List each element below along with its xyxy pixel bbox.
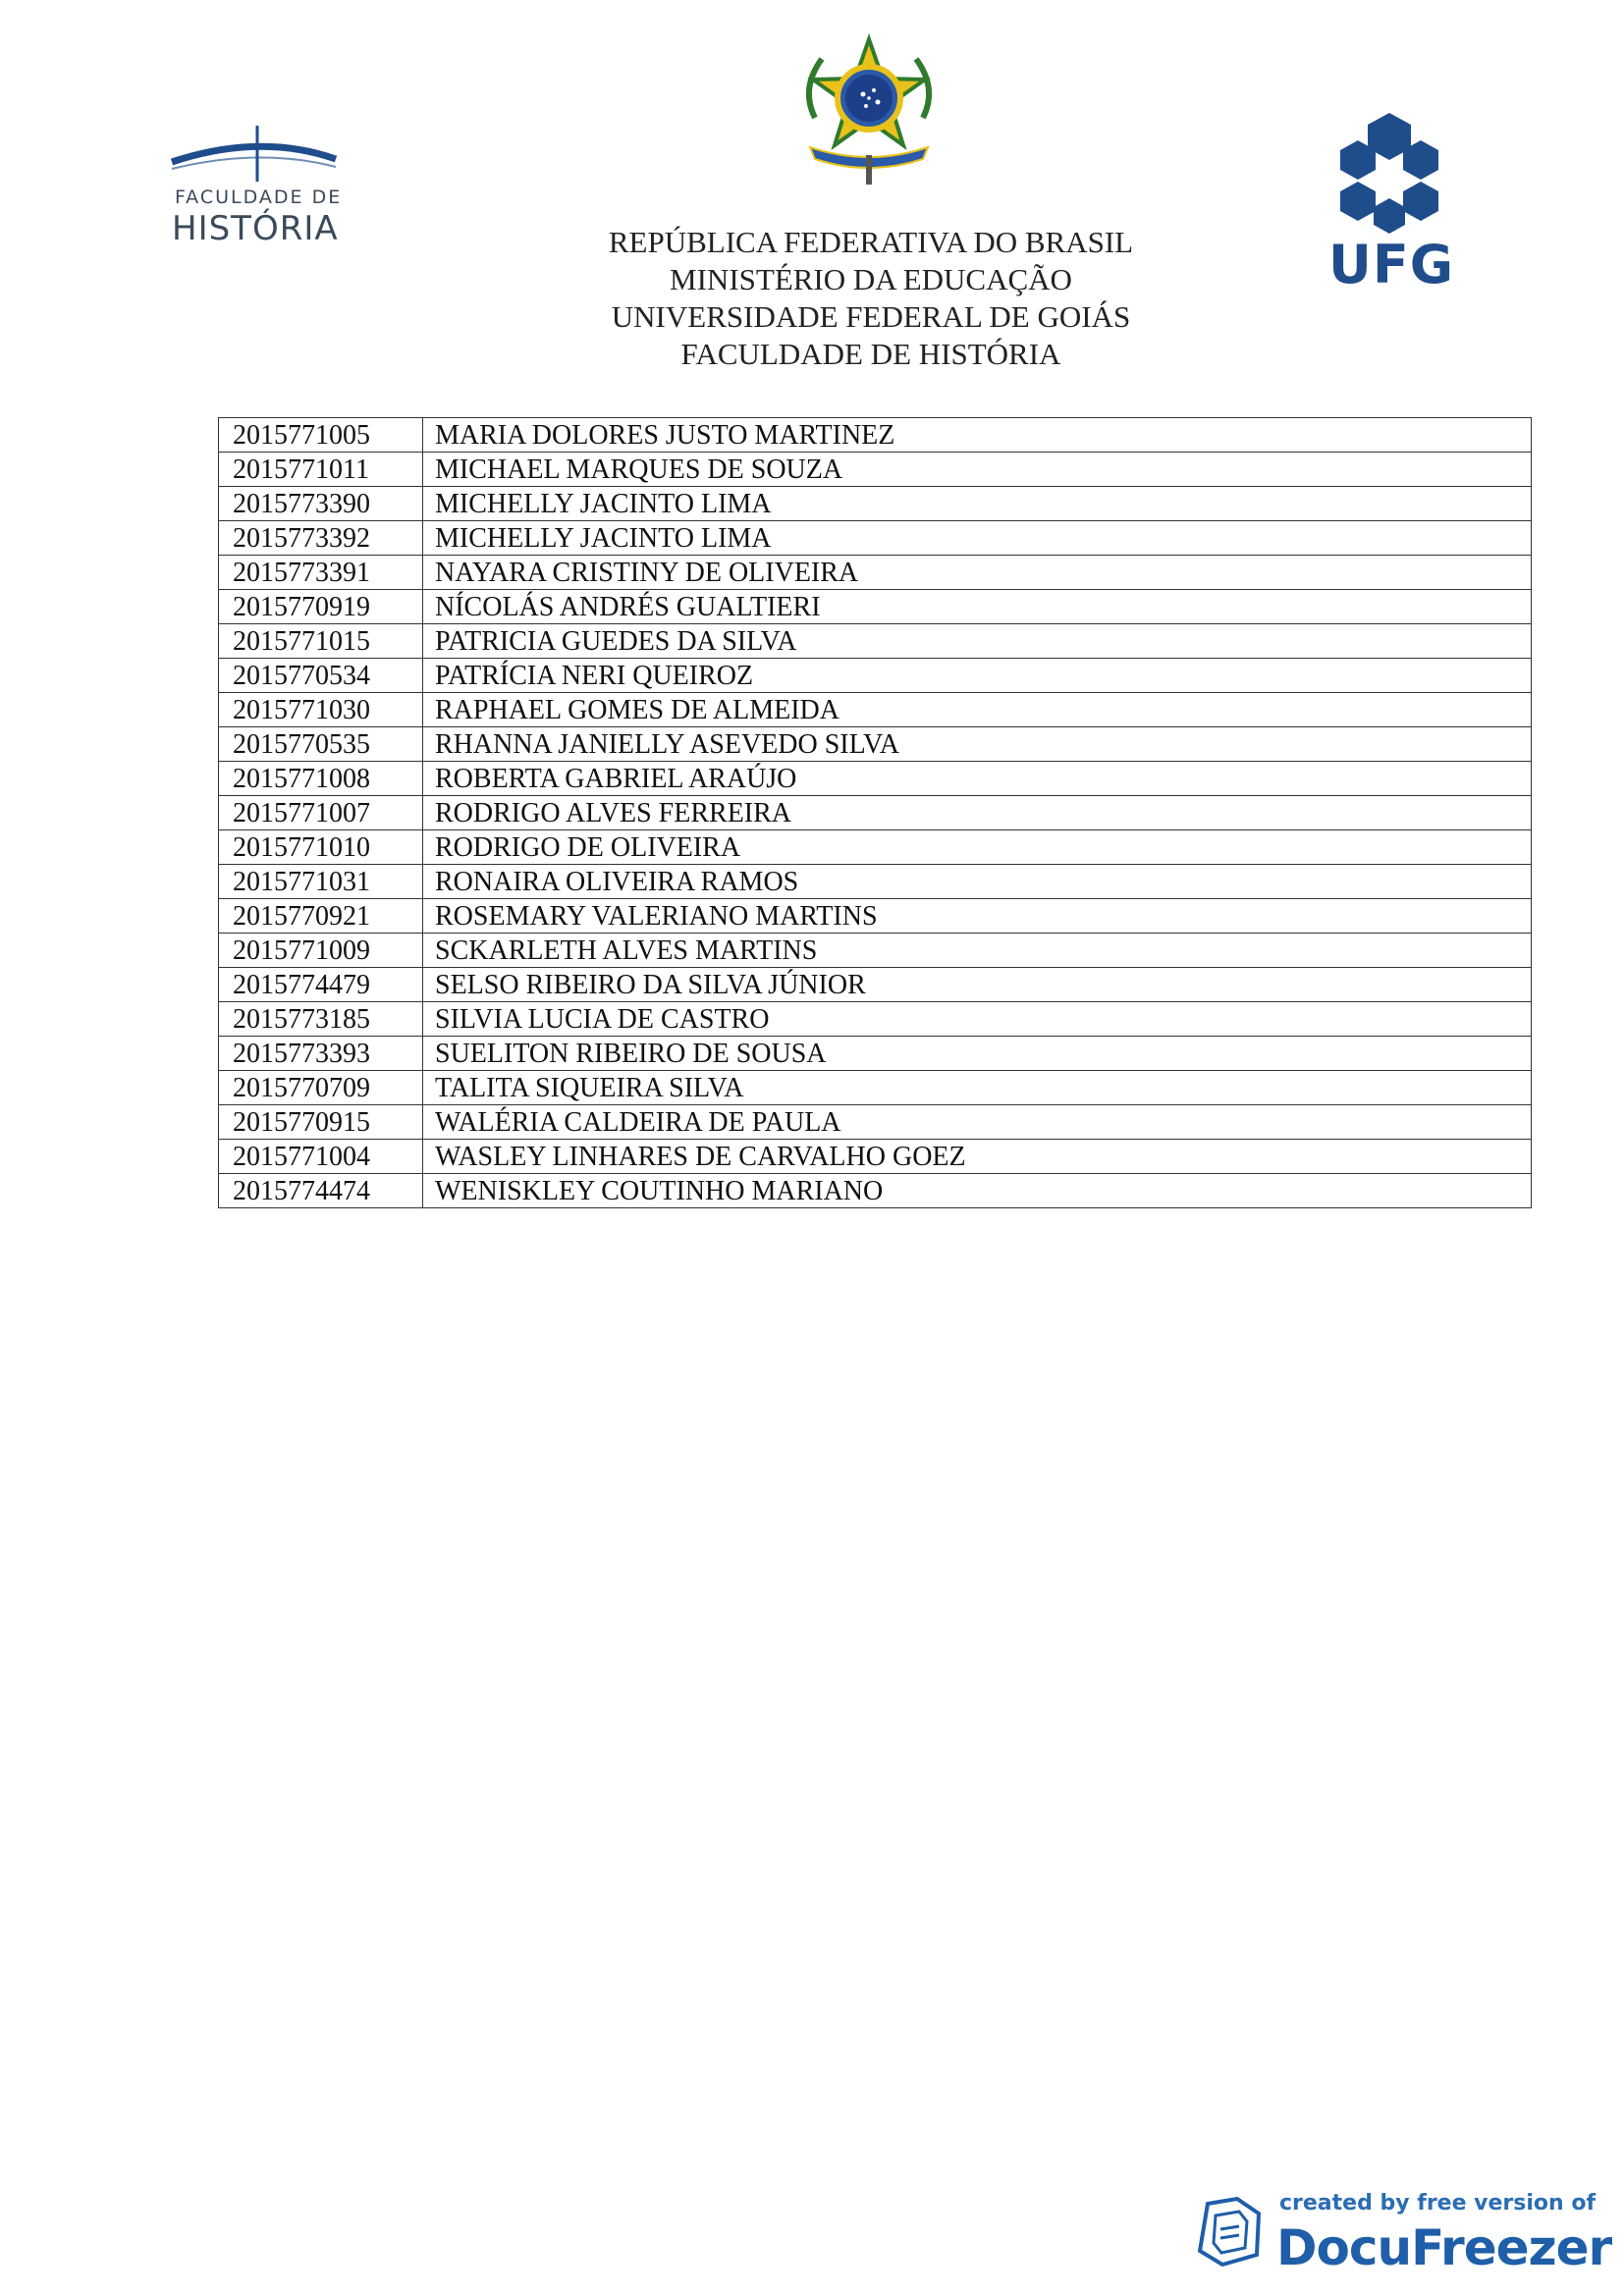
student-id-cell: 2015771011 bbox=[219, 453, 423, 487]
table-row bbox=[219, 521, 1532, 556]
student-name-cell: MARIA DOLORES JUSTO MARTINEZ bbox=[423, 418, 1532, 453]
logo-historia-text: HISTÓRIA bbox=[172, 209, 339, 248]
student-name-cell: NÍCOLÁS ANDRÉS GUALTIERI bbox=[423, 590, 1532, 624]
student-name-cell: SELSO RIBEIRO DA SILVA JÚNIOR bbox=[423, 968, 1532, 1002]
table-row bbox=[219, 624, 1532, 659]
student-name-cell: MICHELLY JACINTO LIMA bbox=[423, 487, 1532, 521]
student-id-cell: 2015774474 bbox=[219, 1174, 423, 1208]
table-row bbox=[219, 762, 1532, 796]
student-id-cell: 2015770919 bbox=[219, 590, 423, 624]
student-name-cell: RAPHAEL GOMES DE ALMEIDA bbox=[423, 693, 1532, 727]
student-id-cell: 2015773393 bbox=[219, 1037, 423, 1071]
table-row bbox=[219, 590, 1532, 624]
header-faculdade: FACULDADE DE HISTÓRIA bbox=[680, 337, 1061, 371]
header-ministerio: MINISTÉRIO DA EDUCAÇÃO bbox=[670, 262, 1072, 296]
student-name-cell: TALITA SIQUEIRA SILVA bbox=[423, 1071, 1532, 1105]
student-name-cell: WENISKLEY COUTINHO MARIANO bbox=[423, 1174, 1532, 1208]
table-row bbox=[219, 1002, 1532, 1037]
student-name-cell: PATRICIA GUEDES DA SILVA bbox=[423, 624, 1532, 659]
table-row bbox=[219, 693, 1532, 727]
student-name-cell: PATRÍCIA NERI QUEIROZ bbox=[423, 659, 1532, 693]
student-name-cell: SUELITON RIBEIRO DE SOUSA bbox=[423, 1037, 1532, 1071]
header-republica: REPÚBLICA FEDERATIVA DO BRASIL bbox=[608, 225, 1134, 259]
table-row bbox=[219, 968, 1532, 1002]
table-row bbox=[219, 418, 1532, 453]
student-id-cell: 2015770709 bbox=[219, 1071, 423, 1105]
student-name-cell: MICHAEL MARQUES DE SOUZA bbox=[423, 453, 1532, 487]
student-name-cell: RODRIGO ALVES FERREIRA bbox=[423, 796, 1532, 830]
table-row bbox=[219, 865, 1532, 899]
student-id-cell: 2015770535 bbox=[219, 727, 423, 762]
student-id-cell: 2015770921 bbox=[219, 899, 423, 934]
student-id-cell: 2015771007 bbox=[219, 796, 423, 830]
student-name-cell: RONAIRA OLIVEIRA RAMOS bbox=[423, 865, 1532, 899]
table-row bbox=[219, 487, 1532, 521]
student-id-cell: 2015771015 bbox=[219, 624, 423, 659]
student-id-cell: 2015770534 bbox=[219, 659, 423, 693]
student-name-cell: WALÉRIA CALDEIRA DE PAULA bbox=[423, 1105, 1532, 1140]
student-id-cell: 2015771010 bbox=[219, 830, 423, 865]
table-row bbox=[219, 1140, 1532, 1174]
table-row bbox=[219, 934, 1532, 968]
student-id-cell: 2015773391 bbox=[219, 556, 423, 590]
student-name-cell: SILVIA LUCIA DE CASTRO bbox=[423, 1002, 1532, 1037]
watermark-caption: created by free version of bbox=[1279, 2191, 1597, 2216]
student-roster-table bbox=[218, 417, 1532, 1208]
faculdade-historia-emblem-icon bbox=[167, 118, 353, 187]
coat-of-arms-icon bbox=[795, 29, 943, 196]
logo-faculdade-text: FACULDADE DE bbox=[175, 187, 343, 208]
student-id-cell: 2015773185 bbox=[219, 1002, 423, 1037]
student-name-cell: RHANNA JANIELLY ASEVEDO SILVA bbox=[423, 727, 1532, 762]
student-name-cell: MICHELLY JACINTO LIMA bbox=[423, 521, 1532, 556]
student-id-cell: 2015771004 bbox=[219, 1140, 423, 1174]
table-row bbox=[219, 453, 1532, 487]
watermark-brand: DocuFreezer bbox=[1276, 2219, 1612, 2276]
student-name-cell: SCKARLETH ALVES MARTINS bbox=[423, 934, 1532, 968]
docufreezer-watermark bbox=[1188, 2186, 1612, 2276]
header-universidade: UNIVERSIDADE FEDERAL DE GOIÁS bbox=[611, 299, 1131, 334]
student-name-cell: WASLEY LINHARES DE CARVALHO GOEZ bbox=[423, 1140, 1532, 1174]
student-name-cell: RODRIGO DE OLIVEIRA bbox=[423, 830, 1532, 865]
student-id-cell: 2015771031 bbox=[219, 865, 423, 899]
student-name-cell: ROBERTA GABRIEL ARAÚJO bbox=[423, 762, 1532, 796]
student-roster-body bbox=[219, 418, 1532, 1208]
ufg-hexagon-icon bbox=[1321, 108, 1458, 236]
table-row bbox=[219, 659, 1532, 693]
document-header bbox=[0, 224, 1624, 373]
table-row bbox=[219, 1037, 1532, 1071]
student-id-cell: 2015771005 bbox=[219, 418, 423, 453]
table-row bbox=[219, 899, 1532, 934]
ufg-logo-text: UFG bbox=[1328, 234, 1455, 295]
table-row bbox=[219, 1174, 1532, 1208]
student-name-cell: ROSEMARY VALERIANO MARTINS bbox=[423, 899, 1532, 934]
table-row bbox=[219, 830, 1532, 865]
student-id-cell: 2015773392 bbox=[219, 521, 423, 556]
table-row bbox=[219, 1071, 1532, 1105]
table-row bbox=[219, 1105, 1532, 1140]
docufreezer-icon bbox=[1188, 2194, 1267, 2272]
table-row bbox=[219, 796, 1532, 830]
student-id-cell: 2015774479 bbox=[219, 968, 423, 1002]
student-id-cell: 2015771008 bbox=[219, 762, 423, 796]
table-row bbox=[219, 556, 1532, 590]
student-id-cell: 2015771009 bbox=[219, 934, 423, 968]
student-id-cell: 2015770915 bbox=[219, 1105, 423, 1140]
student-name-cell: NAYARA CRISTINY DE OLIVEIRA bbox=[423, 556, 1532, 590]
student-id-cell: 2015771030 bbox=[219, 693, 423, 727]
student-id-cell: 2015773390 bbox=[219, 487, 423, 521]
table-row bbox=[219, 727, 1532, 762]
